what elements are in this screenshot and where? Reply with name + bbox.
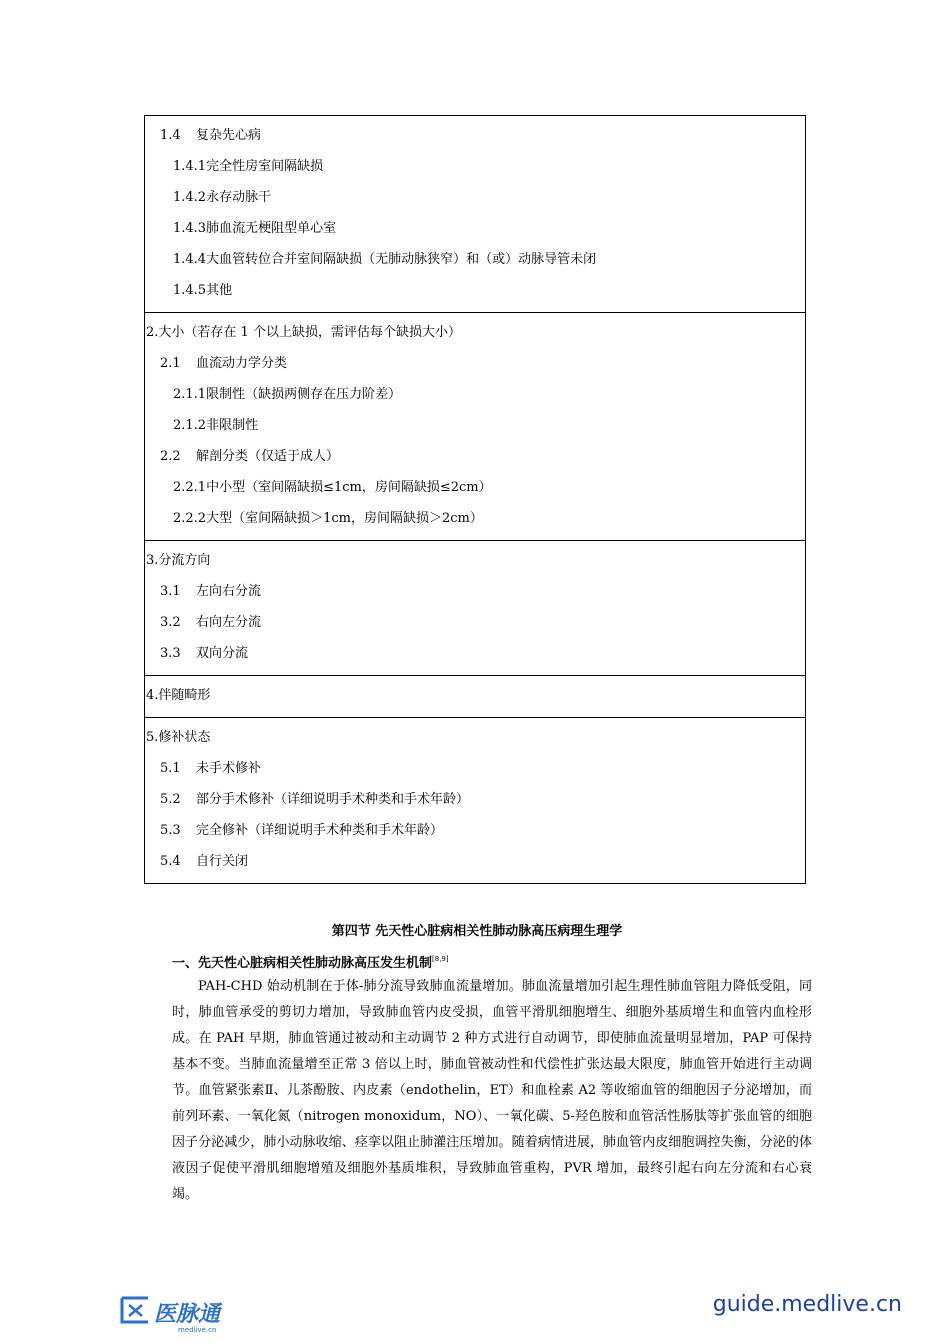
table-row bbox=[145, 213, 805, 244]
row-number: 2.1 bbox=[160, 356, 181, 371]
row-text: 大小（若存在 1 个以上缺损，需评估每个缺损大小） bbox=[158, 325, 461, 340]
row-number: 1.4.2 bbox=[173, 190, 207, 205]
row-text: 修补状态 bbox=[158, 730, 211, 745]
table-section bbox=[145, 116, 805, 312]
row-text: 右向左分流 bbox=[196, 615, 262, 630]
row-text: 大血管转位合并室间隔缺损（无肺动脉狭窄）和（或）动脉导管未闭 bbox=[206, 252, 597, 267]
row-text: 复杂先心病 bbox=[196, 128, 262, 143]
row-text: 其他 bbox=[206, 283, 233, 298]
row-text: 未手术修补 bbox=[196, 761, 262, 776]
table-row bbox=[145, 182, 805, 213]
row-text: 双向分流 bbox=[196, 646, 249, 661]
row-number: 2.1.2 bbox=[173, 418, 207, 433]
table-row bbox=[145, 379, 805, 410]
row-number: 1.4.3 bbox=[173, 221, 207, 236]
footer-url[interactable]: guide.medlive.cn bbox=[712, 1292, 902, 1317]
row-text: 左向右分流 bbox=[196, 584, 262, 599]
table-row bbox=[145, 576, 805, 607]
table-row bbox=[145, 244, 805, 275]
row-number: 1.4.5 bbox=[173, 283, 207, 298]
row-number: 5.4 bbox=[160, 854, 181, 869]
row-text: 伴随畸形 bbox=[158, 688, 211, 703]
row-text: 大型（室间隔缺损＞1cm，房间隔缺损＞2cm） bbox=[206, 511, 483, 526]
row-number: 3. bbox=[146, 553, 159, 568]
table-row bbox=[145, 348, 805, 379]
row-number: 3.2 bbox=[160, 615, 181, 630]
row-number: 2.1.1 bbox=[173, 387, 207, 402]
row-text: 解剖分类（仅适于成人） bbox=[196, 449, 340, 464]
heading-text: 一、先天性心脏病相关性肺动脉高压发生机制 bbox=[172, 956, 433, 971]
table-row bbox=[145, 722, 805, 753]
table-row bbox=[145, 638, 805, 669]
article bbox=[172, 920, 812, 1208]
row-number: 4. bbox=[146, 688, 159, 703]
table-section bbox=[145, 540, 805, 675]
row-text: 永存动脉干 bbox=[206, 190, 272, 205]
table-row bbox=[145, 846, 805, 877]
logo-subtext: medlive.cn bbox=[178, 1326, 217, 1334]
classification-table bbox=[144, 115, 806, 884]
row-number: 2.2 bbox=[160, 449, 181, 464]
table-row bbox=[145, 410, 805, 441]
row-text: 完全性房室间隔缺损 bbox=[206, 159, 324, 174]
table-row bbox=[145, 441, 805, 472]
row-number: 5.1 bbox=[160, 761, 181, 776]
row-number: 1.4.1 bbox=[173, 159, 207, 174]
row-text: 分流方向 bbox=[158, 553, 211, 568]
body-paragraph: PAH-CHD 始动机制在于体-肺分流导致肺血流量增加。肺血流量增加引起生理性肺血管阻力降低受阻，同时，肺血管承受的剪切力增加，导致肺血管内皮受损，血管平滑肌细胞增生、细胞外基质增生和血管内血栓形成。在 PAH 早期，肺血管通过被动和主动调节 2 种方式进行自动调节，即使肺血流量明显增加，PAP 可保持基本不变。当肺血流量增至正常 3 倍以上时，肺血管被动性和代偿性扩张达最大限度，肺血管开始进行主动调节。血管紧张素Ⅱ、儿茶酚胺、内皮素（endothelin，ET）和血栓素 A2 等收缩血管的细胞因子分泌增加，而前列环素、一氧化氮（nitrogen monoxidum，NO）、一氧化碳、5-羟色胺和血管活性肠肽等扩张血管的细胞因子分泌减少，肺小动脉收缩、痉挛以阻止肺灌注压增加。随着病情进展，肺血管内皮细胞调控失衡，分泌的体液因子促使平滑肌细胞增殖及细胞外基质堆积，导致肺血管重构，PVR 增加，最终引起右向左分流和右心衰竭。 bbox=[172, 979, 812, 1202]
row-text: 限制性（缺损两侧存在压力阶差） bbox=[206, 387, 402, 402]
logo-text: 医脉通 bbox=[154, 1302, 221, 1327]
section-title: 第四节 先天性心脏病相关性肺动脉高压病理生理学 bbox=[331, 924, 623, 939]
heading bbox=[172, 944, 812, 974]
row-number: 1.4.4 bbox=[173, 252, 207, 267]
table-row bbox=[145, 472, 805, 503]
row-text: 中小型（室间隔缺损≤1cm，房间隔缺损≤2cm） bbox=[206, 480, 492, 495]
medlive-logo bbox=[118, 1290, 228, 1334]
row-number: 1.4 bbox=[160, 128, 181, 143]
row-number: 5.2 bbox=[160, 792, 181, 807]
table-row bbox=[145, 607, 805, 638]
table-row bbox=[145, 275, 805, 306]
table-row bbox=[145, 151, 805, 182]
row-text: 部分手术修补（详细说明手术种类和手术年龄） bbox=[196, 792, 470, 807]
heading-ref: [8,9] bbox=[432, 955, 449, 963]
table-section bbox=[145, 312, 805, 540]
row-text: 非限制性 bbox=[206, 418, 259, 433]
table-row bbox=[145, 317, 805, 348]
row-text: 血流动力学分类 bbox=[196, 356, 288, 371]
row-text: 自行关闭 bbox=[196, 854, 249, 869]
row-number: 2.2.2 bbox=[173, 511, 207, 526]
table-section bbox=[145, 717, 805, 883]
row-number: 5.3 bbox=[160, 823, 181, 838]
row-number: 2. bbox=[146, 325, 159, 340]
row-text: 肺血流无梗阻型单心室 bbox=[206, 221, 337, 236]
table-row bbox=[145, 545, 805, 576]
row-text: 完全修补（详细说明手术种类和手术年龄） bbox=[196, 823, 444, 838]
table-row bbox=[145, 680, 805, 711]
table-row bbox=[145, 753, 805, 784]
table-row bbox=[145, 503, 805, 534]
row-number: 3.3 bbox=[160, 646, 181, 661]
table-row bbox=[145, 120, 805, 151]
table-row bbox=[145, 815, 805, 846]
row-number: 2.2.1 bbox=[173, 480, 207, 495]
row-number: 3.1 bbox=[160, 584, 181, 599]
row-number: 5. bbox=[146, 730, 159, 745]
table-section bbox=[145, 675, 805, 717]
table-row bbox=[145, 784, 805, 815]
